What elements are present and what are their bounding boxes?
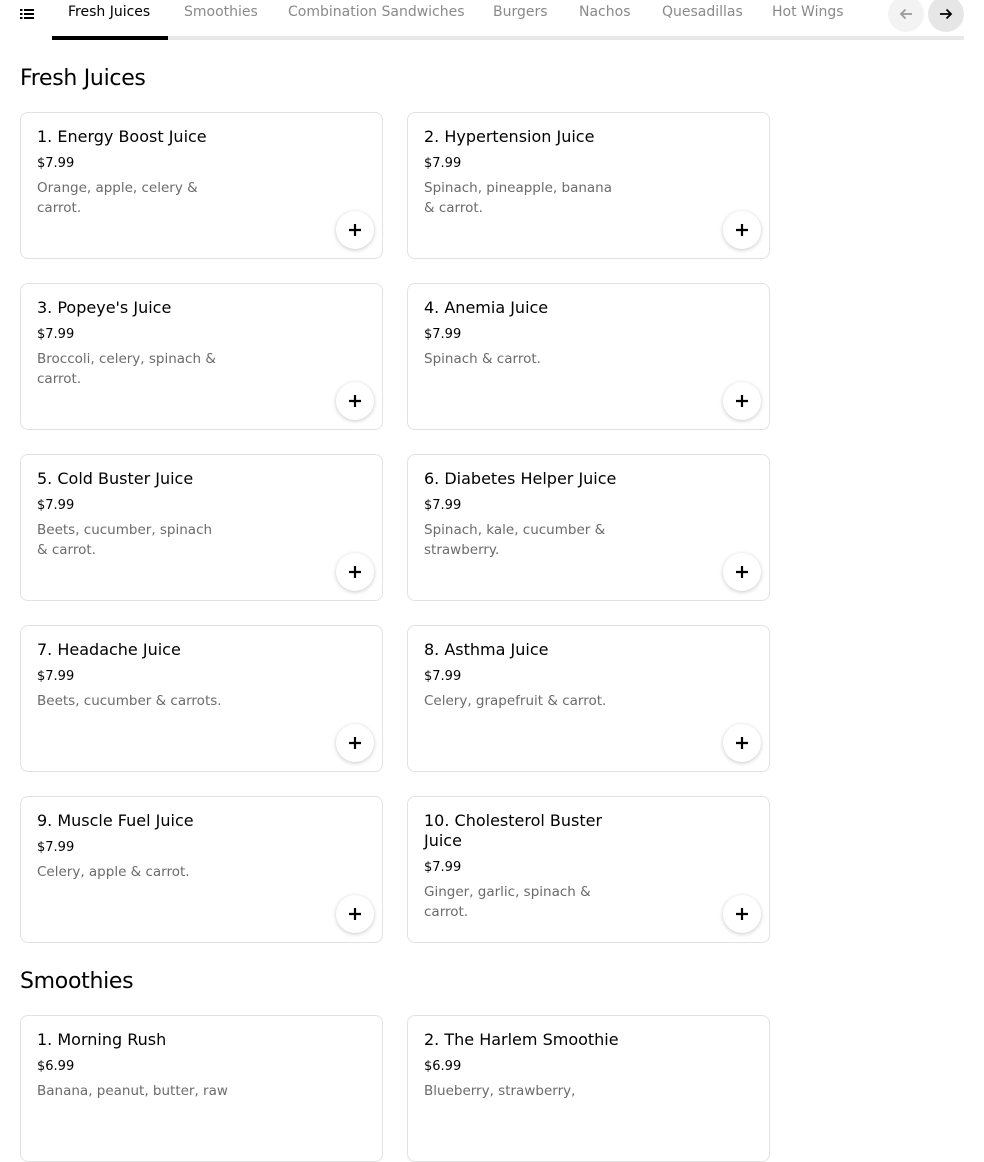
menu-item-card[interactable] [20,454,383,601]
tabs-track [52,36,964,40]
item-description: Broccoli, celery, spinach & carrot. [37,351,216,387]
add-item-button[interactable] [336,724,374,762]
item-price: $7.99 [424,156,462,171]
menu-item-card[interactable] [407,796,770,943]
menu-item-card[interactable] [407,454,770,601]
item-price: $7.99 [37,840,75,855]
tab-burgers[interactable]: Burgers [493,4,548,20]
item-price: $7.99 [37,498,75,513]
item-description: Beets, cucumber & carrots. [37,693,222,709]
plus-icon [735,223,749,237]
item-name: 6. Diabetes Helper Juice [424,469,617,488]
menu-item-card[interactable] [407,1015,770,1162]
menu-item-card[interactable] [407,112,770,259]
add-item-button[interactable] [723,895,761,933]
tab-smoothies[interactable]: Smoothies [184,4,258,20]
item-price: $7.99 [424,860,462,875]
scroll-left-button[interactable] [888,0,924,32]
item-name: 2. Hypertension Juice [424,127,595,146]
item-price: $7.99 [424,327,462,342]
plus-icon [348,223,362,237]
item-name: 1. Morning Rush [37,1030,167,1049]
active-tab-indicator [52,36,168,40]
tab-combination-sandwiches[interactable]: Combination Sandwiches [288,4,465,20]
tab-nachos[interactable]: Nachos [579,4,631,20]
plus-icon [735,736,749,750]
item-description: Banana, peanut, butter, raw [37,1083,228,1099]
item-name: 3. Popeye's Juice [37,298,172,317]
item-description: Celery, grapefruit & carrot. [424,693,607,709]
add-item-button[interactable] [336,382,374,420]
section-title-fresh-juices: Fresh Juices [20,66,146,91]
item-description: Ginger, garlic, spinach & carrot. [424,884,591,920]
tab-fresh-juices[interactable]: Fresh Juices [68,4,151,20]
item-description: Orange, apple, celery & carrot. [37,180,198,216]
menu-item-card[interactable] [20,1015,383,1162]
item-name: 5. Cold Buster Juice [37,469,194,488]
add-item-button[interactable] [723,724,761,762]
tab-hot-wings[interactable]: Hot Wings [772,4,844,20]
item-name: 1. Energy Boost Juice [37,127,207,146]
menu-item-card[interactable] [20,625,383,772]
category-nav [0,0,984,40]
plus-icon [348,736,362,750]
item-name: 8. Asthma Juice [424,640,549,659]
item-description: Blueberry, strawberry, [424,1083,576,1099]
add-item-button[interactable] [336,895,374,933]
plus-icon [348,394,362,408]
plus-icon [735,394,749,408]
item-price: $7.99 [424,498,462,513]
arrow-left-icon [897,5,915,23]
plus-icon [348,907,362,921]
item-name: 9. Muscle Fuel Juice [37,811,194,830]
list-icon[interactable] [18,5,38,23]
menu-item-card[interactable] [20,283,383,430]
item-description: Celery, apple & carrot. [37,864,190,880]
tab-quesadillas[interactable]: Quesadillas [662,4,743,20]
plus-icon [735,907,749,921]
menu-item-card[interactable] [20,796,383,943]
plus-icon [348,565,362,579]
scroll-right-button[interactable] [928,0,964,32]
menu-item-card[interactable] [407,625,770,772]
add-item-button[interactable] [723,553,761,591]
item-name: 2. The Harlem Smoothie [424,1030,619,1049]
menu-item-card[interactable] [407,283,770,430]
add-item-button[interactable] [723,382,761,420]
plus-icon [735,565,749,579]
item-price: $7.99 [424,669,462,684]
item-price: $6.99 [424,1059,462,1074]
item-name: 4. Anemia Juice [424,298,549,317]
item-description: Spinach & carrot. [424,351,541,367]
item-price: $6.99 [37,1059,75,1074]
category-tabs [52,0,964,40]
add-item-button[interactable] [336,553,374,591]
section-title-smoothies: Smoothies [20,969,134,994]
arrow-right-icon [937,5,955,23]
item-price: $7.99 [37,327,75,342]
item-name: 10. Cholesterol Buster Juice [424,811,603,850]
add-item-button[interactable] [723,211,761,249]
item-price: $7.99 [37,156,75,171]
item-description: Spinach, kale, cucumber & strawberry. [424,522,606,558]
item-description: Beets, cucumber, spinach & carrot. [37,522,213,558]
menu-item-card[interactable] [20,112,383,259]
add-item-button[interactable] [336,211,374,249]
item-price: $7.99 [37,669,75,684]
item-name: 7. Headache Juice [37,640,181,659]
item-description: Spinach, pineapple, banana & carrot. [424,180,613,216]
